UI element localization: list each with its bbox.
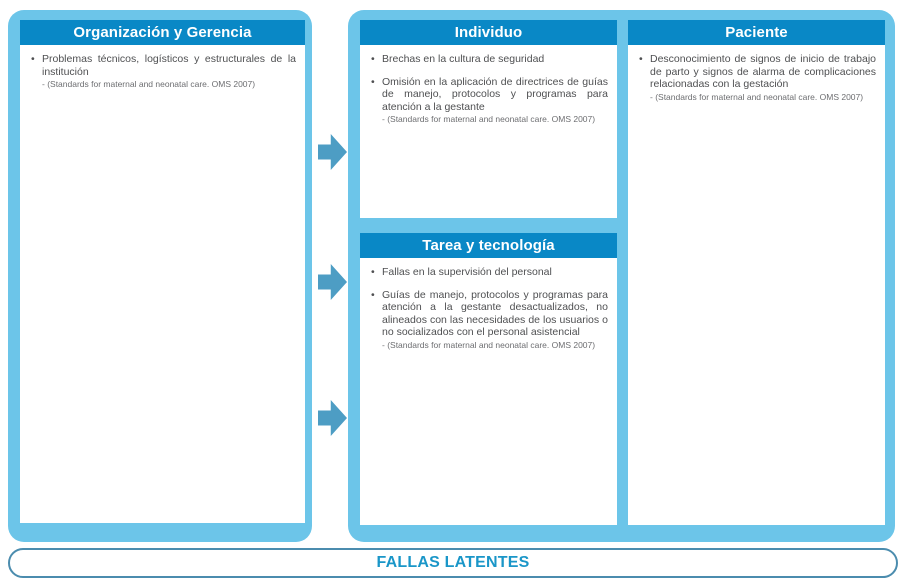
organizacion-gerencia-list [30, 53, 296, 89]
individuo-body [360, 45, 617, 124]
bullet-text: Omisión en la aplicación de directrices de guías de manejo, protocolos y programas para atención a la gestante [382, 75, 608, 113]
bullet-text: Brechas en la cultura de seguridad [382, 53, 545, 65]
organizacion-gerencia-header: Organización y Gerencia [20, 20, 305, 45]
bullet-text: Problemas técnicos, logísticos y estructurales de la institución [42, 53, 296, 78]
tarea-tecnologia-body [360, 258, 617, 350]
organizacion-gerencia-box [20, 20, 305, 523]
bullet-item [30, 53, 296, 89]
flow-right-arrow-icon [318, 400, 347, 436]
tarea-tecnologia-header: Tarea y tecnología [360, 233, 617, 258]
tarea-tecnologia-list [370, 266, 608, 350]
fallas-latentes-bar [8, 548, 898, 578]
reference-note: - (Standards for maternal and neonatal care. OMS 2007) [382, 114, 596, 124]
organization-panel [8, 10, 312, 542]
bullet-text: Guías de manejo, protocolos y programas para atención a la gestante desactualizados, no alineados con las necesidades de los usuarios o no socializados con el personal asistencial [382, 288, 608, 338]
fallas-latentes-label: FALLAS LATENTES [376, 554, 530, 571]
paciente-box [628, 20, 885, 525]
paciente-list [638, 53, 876, 102]
individuo-header: Individuo [360, 20, 617, 45]
individuo-box [360, 20, 617, 218]
bullet-item [370, 76, 608, 125]
bullet-text: Desconocimiento de signos de inicio de trabajo de parto y signos de alarma de complicaciones relacionadas con la gestación [650, 53, 876, 90]
organizacion-gerencia-body [20, 45, 305, 89]
tarea-tecnologia-box [360, 233, 617, 525]
bullet-text: Fallas en la supervisión del personal [382, 266, 552, 278]
reference-note: - (Standards for maternal and neonatal care. OMS 2007) [42, 79, 256, 89]
reference-note: - (Standards for maternal and neonatal care. OMS 2007) [382, 339, 596, 350]
flow-right-arrow-icon [318, 264, 347, 300]
individuo-list [370, 53, 608, 124]
factors-panel [348, 10, 895, 542]
paciente-body [628, 45, 885, 102]
bullet-item [370, 53, 608, 66]
flow-right-arrow-icon [318, 134, 347, 170]
bullet-item [638, 53, 876, 102]
bullet-item [370, 289, 608, 350]
bullet-item [370, 266, 608, 279]
reference-note: - (Standards for maternal and neonatal care. OMS 2007) [650, 91, 864, 102]
paciente-header: Paciente [628, 20, 885, 45]
